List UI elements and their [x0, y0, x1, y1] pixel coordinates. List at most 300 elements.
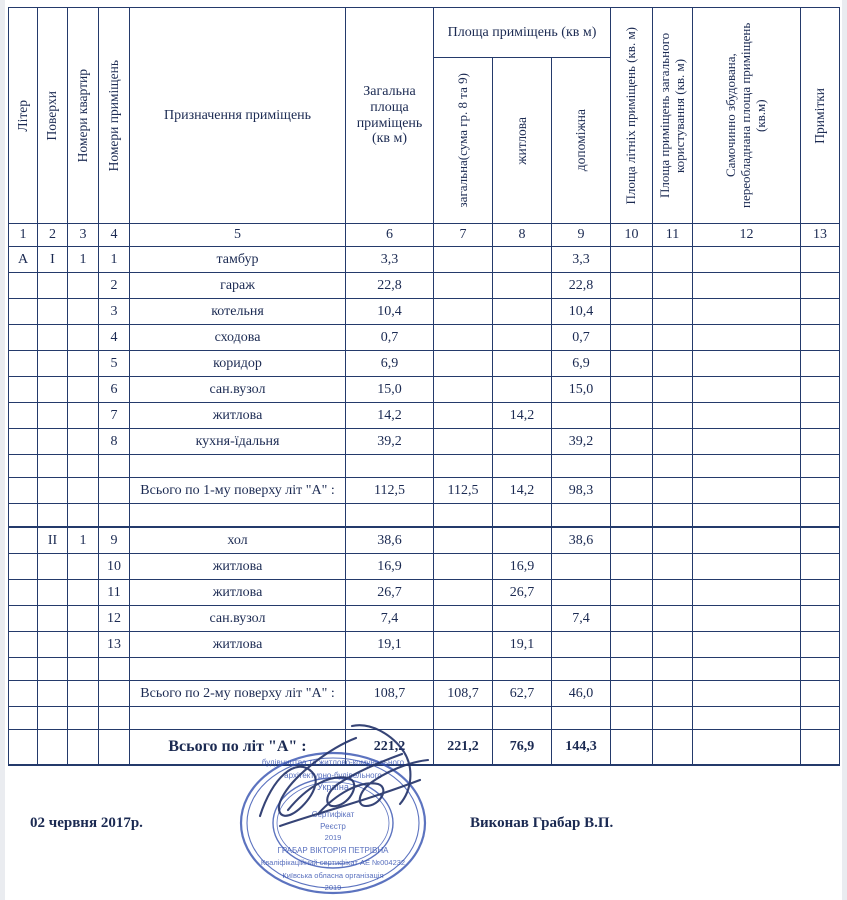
- cell-summer: [611, 299, 653, 325]
- cell-floor: [38, 580, 68, 606]
- subtotal2-apt: [68, 681, 99, 707]
- spacer-cell: [693, 504, 801, 528]
- cell-living: [493, 325, 552, 351]
- cell-summer: [611, 377, 653, 403]
- spacer-cell: [653, 707, 693, 730]
- spacer-cell: [9, 504, 38, 528]
- colnum-3: 3: [68, 224, 99, 247]
- header-area-living: житлова: [493, 57, 552, 223]
- cell-aux: 15,0: [552, 377, 611, 403]
- cell-apt: [68, 325, 99, 351]
- spacer-cell: [493, 658, 552, 681]
- cell-sum: [434, 403, 493, 429]
- spacer-cell: [9, 455, 38, 478]
- spacer-cell: [801, 658, 840, 681]
- cell-total: 16,9: [346, 554, 434, 580]
- svg-text:Київська обласна організація: Київська обласна організація: [282, 871, 384, 880]
- cell-self: [693, 325, 801, 351]
- cell-self: [693, 580, 801, 606]
- cell-purpose: котельня: [130, 299, 346, 325]
- cell-purpose: сан.вузол: [130, 377, 346, 403]
- spacer-cell: [693, 707, 801, 730]
- cell-apt: 1: [68, 247, 99, 273]
- cell-aux: 0,7: [552, 325, 611, 351]
- cell-sum: [434, 554, 493, 580]
- subtotal2-floor: [38, 681, 68, 707]
- cell-living: [493, 377, 552, 403]
- cell-notes: [801, 632, 840, 658]
- cell-purpose: кухня-їдальня: [130, 429, 346, 455]
- cell-liter: [9, 580, 38, 606]
- cell-self: [693, 403, 801, 429]
- cell-self: [693, 273, 801, 299]
- spacer-cell: [611, 658, 653, 681]
- grandtotal-living: 76,9: [493, 730, 552, 766]
- spacer-cell: [493, 707, 552, 730]
- cell-common: [653, 606, 693, 632]
- grandtotal-floor: [38, 730, 68, 766]
- cell-living: [493, 606, 552, 632]
- cell-room: 3: [99, 299, 130, 325]
- cell-common: [653, 403, 693, 429]
- header-room-numbers: Номери приміщень: [99, 8, 130, 224]
- svg-text:будівництва та житлово-комунал: будівництва та житлово-комунального: [261, 758, 405, 767]
- cell-sum: [434, 632, 493, 658]
- cell-room: 8: [99, 429, 130, 455]
- svg-text:Сертифікат: Сертифікат: [311, 810, 355, 819]
- subtotal1-aux: 98,3: [552, 478, 611, 504]
- cell-living: 26,7: [493, 580, 552, 606]
- cell-floor: [38, 606, 68, 632]
- header-area-auxiliary: допоміжна: [552, 57, 611, 223]
- cell-room: 6: [99, 377, 130, 403]
- cell-liter: [9, 429, 38, 455]
- subtotal2-sum: 108,7: [434, 681, 493, 707]
- cell-aux: 3,3: [552, 247, 611, 273]
- cell-purpose: коридор: [130, 351, 346, 377]
- colnum-6: 6: [346, 224, 434, 247]
- spacer-cell: [493, 504, 552, 528]
- cell-total: 39,2: [346, 429, 434, 455]
- colnum-8: 8: [493, 224, 552, 247]
- spacer-cell: [38, 658, 68, 681]
- cell-liter: [9, 299, 38, 325]
- subtotal2-room: [99, 681, 130, 707]
- cell-total: 38,6: [346, 527, 434, 554]
- spacer-cell: [130, 504, 346, 528]
- cell-living: [493, 351, 552, 377]
- cell-apt: [68, 299, 99, 325]
- cell-sum: [434, 377, 493, 403]
- subtotal2-liter: [9, 681, 38, 707]
- cell-apt: [68, 554, 99, 580]
- spacer-cell: [693, 455, 801, 478]
- cell-self: [693, 351, 801, 377]
- subtotal-floor2-row: [9, 681, 840, 707]
- cell-apt: [68, 580, 99, 606]
- table-row: [9, 403, 840, 429]
- spacer-cell: [346, 707, 434, 730]
- header-summer-area: Площа літніх приміщень (кв. м): [611, 8, 653, 224]
- grandtotal-room: [99, 730, 130, 766]
- table-row: [9, 632, 840, 658]
- spacer-cell: [801, 707, 840, 730]
- header-notes: Примітки: [801, 8, 840, 224]
- cell-purpose: житлова: [130, 632, 346, 658]
- cell-floor: [38, 351, 68, 377]
- cell-sum: [434, 429, 493, 455]
- spacer-cell: [493, 455, 552, 478]
- cell-sum: [434, 325, 493, 351]
- colnum-5: 5: [130, 224, 346, 247]
- grandtotal-liter: [9, 730, 38, 766]
- header-group-room-area: Площа приміщень (кв м): [434, 8, 611, 58]
- subtotal1-living: 14,2: [493, 478, 552, 504]
- cell-summer: [611, 403, 653, 429]
- grandtotal-total: 221,2: [346, 730, 434, 766]
- spacer-cell: [434, 504, 493, 528]
- cell-liter: [9, 351, 38, 377]
- spacer-cell: [99, 455, 130, 478]
- colnum-2: 2: [38, 224, 68, 247]
- subtotal1-total: 112,5: [346, 478, 434, 504]
- grandtotal-summer: [611, 730, 653, 766]
- cell-common: [653, 632, 693, 658]
- colnum-9: 9: [552, 224, 611, 247]
- spacer-cell: [611, 707, 653, 730]
- cell-summer: [611, 554, 653, 580]
- cell-aux: 38,6: [552, 527, 611, 554]
- cell-aux: [552, 580, 611, 606]
- spacer-cell: [653, 658, 693, 681]
- header-area-total-sum: загальна(сума гр. 8 та 9): [434, 57, 493, 223]
- cell-notes: [801, 429, 840, 455]
- subtotal-floor1-row: [9, 478, 840, 504]
- cell-aux: 6,9: [552, 351, 611, 377]
- cell-common: [653, 325, 693, 351]
- svg-text:ГРАБАР ВІКТОРІЯ ПЕТРІВНА: ГРАБАР ВІКТОРІЯ ПЕТРІВНА: [277, 846, 389, 855]
- svg-text:Україна: Україна: [317, 782, 349, 792]
- cell-apt: [68, 606, 99, 632]
- spacer-cell: [434, 455, 493, 478]
- cell-liter: [9, 325, 38, 351]
- subtotal1-sum: 112,5: [434, 478, 493, 504]
- cell-apt: [68, 403, 99, 429]
- cell-liter: [9, 273, 38, 299]
- subtotal2-self: [693, 681, 801, 707]
- cell-floor: [38, 632, 68, 658]
- cell-summer: [611, 273, 653, 299]
- cell-living: [493, 299, 552, 325]
- cell-purpose: тамбур: [130, 247, 346, 273]
- explication-table: [8, 7, 840, 766]
- subtotal2-aux: 46,0: [552, 681, 611, 707]
- grandtotal-notes: [801, 730, 840, 766]
- table-row: [9, 429, 840, 455]
- svg-text:Кваліфікаційний сертифікат АЕ: Кваліфікаційний сертифікат АЕ №004232: [260, 858, 406, 867]
- cell-sum: [434, 351, 493, 377]
- spacer-cell: [99, 658, 130, 681]
- header-floors: Поверхи: [38, 8, 68, 224]
- subtotal2-living: 62,7: [493, 681, 552, 707]
- cell-common: [653, 527, 693, 554]
- cell-total: 0,7: [346, 325, 434, 351]
- scan-artifact: [842, 0, 847, 900]
- spacer-cell: [68, 707, 99, 730]
- cell-room: 1: [99, 247, 130, 273]
- svg-text:Реєстр: Реєстр: [320, 822, 346, 831]
- header-purpose: Призначення приміщень: [130, 8, 346, 224]
- colnum-10: 10: [611, 224, 653, 247]
- subtotal2-notes: [801, 681, 840, 707]
- cell-summer: [611, 606, 653, 632]
- document-footer: [0, 805, 847, 845]
- svg-text:2019: 2019: [324, 883, 342, 892]
- header-total-area: Загальна площа приміщень (кв м): [346, 8, 434, 224]
- grandtotal-aux: 144,3: [552, 730, 611, 766]
- cell-purpose: гараж: [130, 273, 346, 299]
- cell-floor: [38, 377, 68, 403]
- spacer-cell: [552, 707, 611, 730]
- cell-self: [693, 632, 801, 658]
- executor-name: Виконав Грабар В.П.: [470, 815, 614, 831]
- cell-common: [653, 429, 693, 455]
- table-row: [9, 247, 840, 273]
- cell-floor: [38, 554, 68, 580]
- cell-room: 10: [99, 554, 130, 580]
- grandtotal-apt: [68, 730, 99, 766]
- floor2-rows: [9, 527, 840, 765]
- cell-common: [653, 580, 693, 606]
- cell-liter: [9, 632, 38, 658]
- cell-notes: [801, 580, 840, 606]
- cell-apt: [68, 632, 99, 658]
- spacer-cell: [611, 455, 653, 478]
- cell-sum: [434, 247, 493, 273]
- cell-floor: [38, 299, 68, 325]
- cell-apt: [68, 351, 99, 377]
- cell-sum: [434, 527, 493, 554]
- svg-text:архітектурно-будівельного: архітектурно-будівельного: [284, 771, 382, 780]
- cell-floor: [38, 429, 68, 455]
- cell-liter: [9, 527, 38, 554]
- spacer-cell: [68, 658, 99, 681]
- cell-self: [693, 554, 801, 580]
- grand-total-label: Всього по літ "А" :: [130, 730, 346, 766]
- spacer-cell: [9, 658, 38, 681]
- cell-self: [693, 377, 801, 403]
- table-header-group: [9, 8, 840, 247]
- cell-purpose: хол: [130, 527, 346, 554]
- cell-sum: [434, 299, 493, 325]
- subtotal1-room: [99, 478, 130, 504]
- document-date: 02 червня 2017р.: [30, 815, 143, 831]
- spacer-cell: [653, 455, 693, 478]
- cell-room: 7: [99, 403, 130, 429]
- spacer-cell: [611, 504, 653, 528]
- cell-self: [693, 606, 801, 632]
- cell-aux: [552, 632, 611, 658]
- cell-total: 6,9: [346, 351, 434, 377]
- colnum-12: 12: [693, 224, 801, 247]
- cell-aux: 7,4: [552, 606, 611, 632]
- header-self-built-area: Самочинно збудована, переобладнана площа приміщень (кв.м): [693, 8, 801, 224]
- cell-summer: [611, 351, 653, 377]
- spacer-cell: [130, 707, 346, 730]
- cell-floor: [38, 403, 68, 429]
- spacer-cell: [693, 658, 801, 681]
- cell-notes: [801, 403, 840, 429]
- cell-total: 26,7: [346, 580, 434, 606]
- cell-total: 15,0: [346, 377, 434, 403]
- subtotal-floor1-label: Всього по 1-му поверху літ "А" :: [130, 478, 346, 504]
- cell-living: [493, 273, 552, 299]
- table-row: [9, 273, 840, 299]
- cell-purpose: сан.вузол: [130, 606, 346, 632]
- cell-room: 13: [99, 632, 130, 658]
- cell-living: [493, 429, 552, 455]
- spacer-cell: [68, 504, 99, 528]
- spacer-cell: [9, 707, 38, 730]
- table-row: [9, 299, 840, 325]
- cell-notes: [801, 606, 840, 632]
- cell-common: [653, 554, 693, 580]
- cell-notes: [801, 527, 840, 554]
- cell-aux: [552, 554, 611, 580]
- subtotal1-common: [653, 478, 693, 504]
- cell-room: 9: [99, 527, 130, 554]
- cell-notes: [801, 299, 840, 325]
- cell-common: [653, 299, 693, 325]
- subtotal2-summer: [611, 681, 653, 707]
- spacer-cell: [38, 504, 68, 528]
- cell-liter: [9, 403, 38, 429]
- cell-liter: [9, 554, 38, 580]
- spacer-cell: [801, 455, 840, 478]
- svg-text:2019: 2019: [324, 833, 342, 842]
- spacer-cell: [653, 504, 693, 528]
- cell-self: [693, 247, 801, 273]
- spacer-cell: [346, 455, 434, 478]
- grandtotal-self: [693, 730, 801, 766]
- cell-floor: [38, 325, 68, 351]
- cell-common: [653, 247, 693, 273]
- cell-self: [693, 299, 801, 325]
- cell-summer: [611, 580, 653, 606]
- grand-total-row: [9, 730, 840, 766]
- cell-apt: [68, 429, 99, 455]
- spacer-cell: [552, 455, 611, 478]
- table-row: [9, 527, 840, 554]
- cell-total: 7,4: [346, 606, 434, 632]
- cell-notes: [801, 377, 840, 403]
- spacer-cell: [130, 455, 346, 478]
- cell-living: [493, 247, 552, 273]
- cell-total: 14,2: [346, 403, 434, 429]
- cell-notes: [801, 351, 840, 377]
- spacer-cell: [38, 707, 68, 730]
- cell-purpose: житлова: [130, 554, 346, 580]
- spacer-cell: [346, 504, 434, 528]
- table-row: [9, 351, 840, 377]
- cell-liter: [9, 377, 38, 403]
- spacer-cell: [434, 658, 493, 681]
- cell-liter: А: [9, 247, 38, 273]
- cell-apt: [68, 273, 99, 299]
- spacer-cell: [434, 707, 493, 730]
- cell-living: 14,2: [493, 403, 552, 429]
- cell-summer: [611, 247, 653, 273]
- header-row-1: [9, 8, 840, 58]
- cell-liter: [9, 606, 38, 632]
- scan-artifact: [0, 0, 5, 900]
- spacer-cell: [38, 455, 68, 478]
- cell-apt: [68, 377, 99, 403]
- subtotal1-floor: [38, 478, 68, 504]
- spacer-row: [9, 455, 840, 478]
- spacer-row: [9, 658, 840, 681]
- cell-aux: 10,4: [552, 299, 611, 325]
- table-row: [9, 325, 840, 351]
- colnum-1: 1: [9, 224, 38, 247]
- table-row: [9, 606, 840, 632]
- cell-common: [653, 273, 693, 299]
- table-row: [9, 377, 840, 403]
- subtotal1-liter: [9, 478, 38, 504]
- header-apartment-numbers: Номери квартир: [68, 8, 99, 224]
- header-common-use-area: Площа приміщень загального користування (кв. м): [653, 8, 693, 224]
- cell-purpose: житлова: [130, 580, 346, 606]
- cell-apt: 1: [68, 527, 99, 554]
- cell-aux: [552, 403, 611, 429]
- subtotal2-total: 108,7: [346, 681, 434, 707]
- cell-notes: [801, 554, 840, 580]
- cell-notes: [801, 273, 840, 299]
- spacer-row: [9, 504, 840, 528]
- subtotal1-apt: [68, 478, 99, 504]
- spacer-row: [9, 707, 840, 730]
- floor1-rows: [9, 247, 840, 528]
- colnum-13: 13: [801, 224, 840, 247]
- cell-aux: 39,2: [552, 429, 611, 455]
- cell-sum: [434, 273, 493, 299]
- subtotal-floor2-label: Всього по 2-му поверху літ "А" :: [130, 681, 346, 707]
- colnum-4: 4: [99, 224, 130, 247]
- cell-living: 16,9: [493, 554, 552, 580]
- cell-room: 11: [99, 580, 130, 606]
- cell-total: 22,8: [346, 273, 434, 299]
- cell-living: [493, 527, 552, 554]
- cell-summer: [611, 429, 653, 455]
- cell-room: 12: [99, 606, 130, 632]
- subtotal1-self: [693, 478, 801, 504]
- spacer-cell: [552, 658, 611, 681]
- spacer-cell: [99, 504, 130, 528]
- cell-purpose: житлова: [130, 403, 346, 429]
- colnum-7: 7: [434, 224, 493, 247]
- spacer-cell: [130, 658, 346, 681]
- cell-summer: [611, 325, 653, 351]
- cell-floor: II: [38, 527, 68, 554]
- table-row: [9, 554, 840, 580]
- cell-room: 5: [99, 351, 130, 377]
- cell-notes: [801, 325, 840, 351]
- header-liter: Літер: [9, 8, 38, 224]
- subtotal1-notes: [801, 478, 840, 504]
- cell-common: [653, 377, 693, 403]
- cell-total: 19,1: [346, 632, 434, 658]
- spacer-cell: [346, 658, 434, 681]
